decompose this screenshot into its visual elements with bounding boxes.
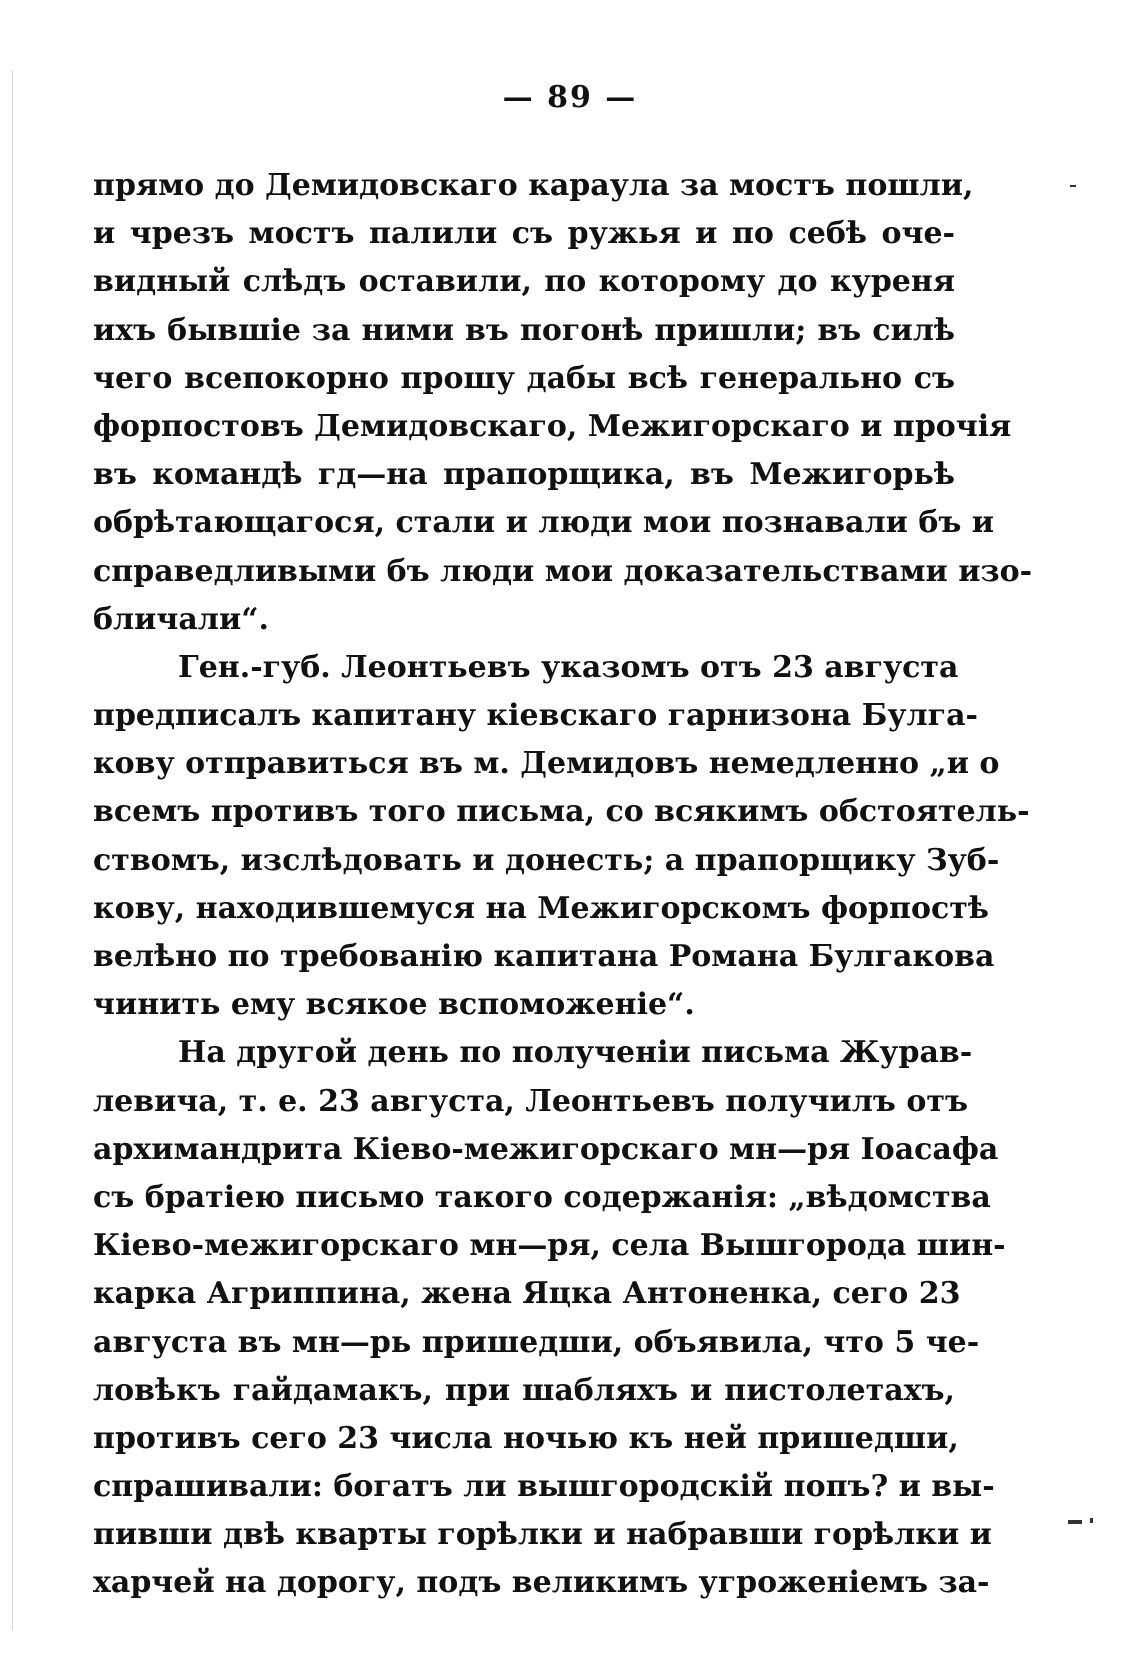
text-line: ихъ бывшіе за ними въ погонѣ пришли; въ силѣ: [93, 312, 955, 348]
text-line: пивши двѣ кварты горѣлки и набравши горѣлки и: [93, 1517, 992, 1553]
body-text: [93, 162, 1033, 1608]
scan-speck: [1070, 185, 1076, 187]
text-line: справедливыми бъ люди мои доказательствами изо-: [93, 553, 1033, 589]
text-line: форпостовъ Демидовскаго, Межигорскаго и прочія: [93, 408, 1012, 444]
text-line: кову отправиться въ м. Демидовъ немедленно „и о: [93, 746, 1000, 782]
text-line: обрѣтающагося, стали и люди мои познавали бъ и: [93, 505, 995, 541]
text-line: ловѣкъ гайдамакъ, при шабляхъ и пистолетахъ,: [93, 1372, 955, 1408]
text-line: предписалъ капитану кіевскаго гарнизона Булга-: [93, 698, 978, 734]
paragraph-first-line: Ген.-губ. Леонтьевъ указомъ отъ 23 августа: [178, 649, 959, 685]
text-line: спрашивали: богатъ ли вышгородскій попъ? и вы-: [93, 1469, 995, 1505]
text-line: архимандрита Кіево-межигорскаго мн—ря Іоасафа: [93, 1131, 999, 1167]
scan-speck: [1090, 1518, 1093, 1523]
page-number: — 89 —: [502, 80, 638, 115]
text-line: видный слѣдъ оставили, по которому до куреня: [93, 264, 955, 300]
text-line: и чрезъ мостъ палили съ ружья и по себѣ оче-: [93, 216, 955, 252]
text-line: левича, т. е. 23 августа, Леонтьевъ получилъ отъ: [93, 1083, 968, 1119]
paragraph-first-line: На другой день по полученіи письма Журав-: [178, 1035, 973, 1071]
text-line: карка Агриппина, жена Яцка Антоненка, сего 23: [93, 1276, 961, 1312]
text-line: всемъ противъ того письма, со всякимъ обстоятель-: [93, 794, 1030, 830]
text-line: бличали“.: [93, 601, 269, 637]
text-line: чего всепокорно прошу дабы всѣ генерально съ: [93, 360, 955, 396]
text-line: харчей на дорогу, подъ великимъ угроженіемъ за-: [93, 1565, 990, 1601]
text-line: кову, находившемуся на Межигорскомъ форпостѣ: [93, 890, 989, 926]
scan-speck: [1068, 1520, 1082, 1524]
text-line: въ командѣ гд—на прапорщика, въ Межигорьѣ: [93, 457, 955, 493]
text-line: чинить ему всякое вспоможеніе“.: [93, 987, 695, 1023]
page-edge-shadow: [12, 70, 13, 1630]
text-line: съ братіею письмо такого содержанія: „вѣдомства: [93, 1179, 991, 1215]
text-line: ствомъ, изслѣдовать и донесть; а прапорщику Зуб-: [93, 842, 1000, 878]
text-line: Кіево-межигорскаго мн—ря, села Вышгорода шин-: [93, 1228, 1006, 1264]
text-line: велѣно по требованію капитана Романа Булгакова: [93, 939, 995, 974]
text-line: августа въ мн—рь пришедши, объявила, что 5 че-: [93, 1324, 980, 1360]
text-line: противъ сего 23 числа ночью къ ней пришедши,: [93, 1420, 959, 1456]
text-line: прямо до Демидовскаго караула за мостъ пошли,: [93, 168, 974, 203]
